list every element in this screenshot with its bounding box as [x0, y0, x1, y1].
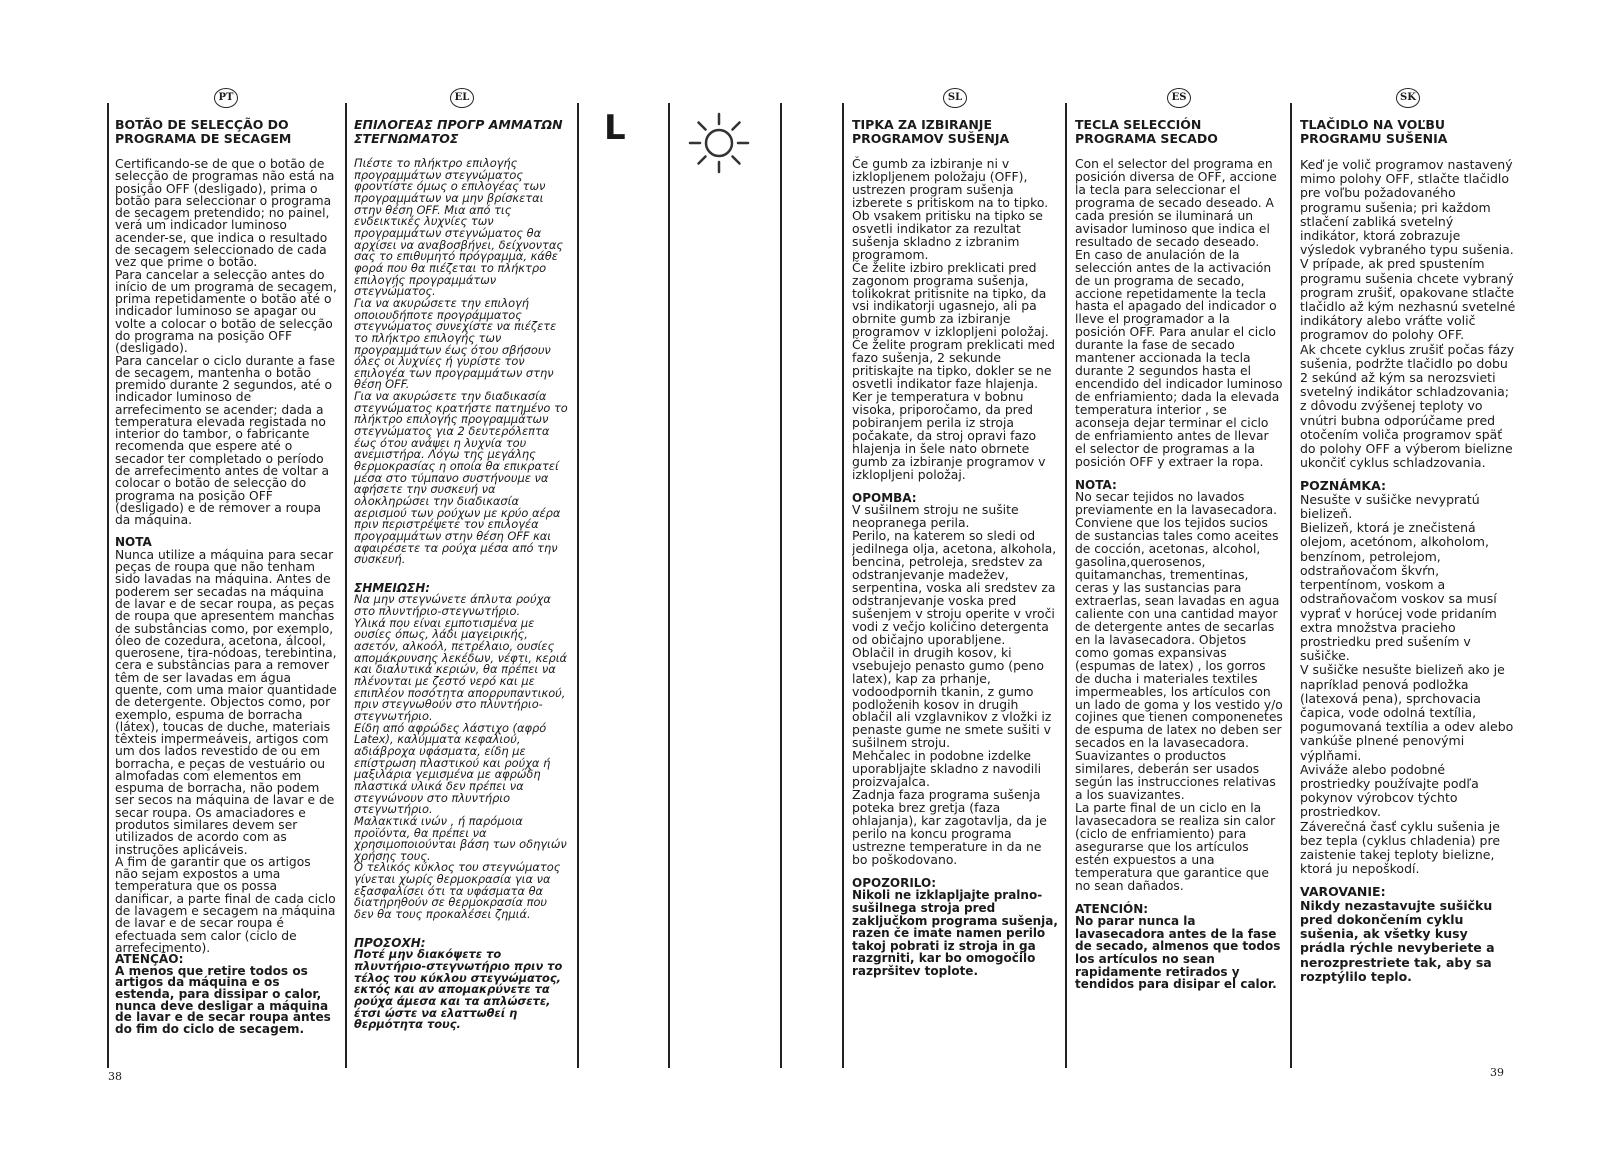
column-divider [1065, 103, 1067, 1068]
column-divider [842, 103, 844, 1068]
section-body: Keď je volič programov nastavený mimo polohy OFF, stlačte tlačidlo pre voľbu požadovaného programu sušenia; pri každom stlačení zabliká svetelný indikátor, ktorá zobrazuje výsledok vybraného typu sušenia. V prípade, ak pred spustením programu sušenia chcete vybraný program zrušiť, opakovane stlačte tlačidlo až kým nezhasnú svetelné indikátory alebo vráťte volič programov do polohy OFF. Ak chcete cyklus zrušiť počas fázy sušenia, podržte tlačidlo po dobu 2 sekúnd až kým sa nerozsvieti svetelný indikátor schladzovania; z dôvodu zvýšenej teploty vo vnútri bubna odporúčame pred otočením voliča programov späť do polohy OFF a výberom bielizne ukončiť cyklus schladzovania. [1300, 157, 1516, 471]
sun-icon [688, 112, 750, 174]
column-divider [577, 103, 579, 1068]
language-badge-el: EL [450, 88, 474, 108]
language-badge-sl: SL [943, 88, 967, 108]
section-body: Πιέστε το πλήκτρο επιλογής προγραμμάτων στεγνώματος φροντίστε όμως ο επιλογέας των προγραμμάτων να μην βρίσκεται στην θέση OFF. Μια από τις ενδεικτικές λυχνίες των προγραμμάτων στεγνώματος θα αρχίσει να αναβοσβήνει, δείχνοντας σας το επιθυμητό πρόγραμμα, κάθε φορά που θα πιέζεται το πλήκτρο επιλογής προγραμμάτων στεγνώματος. Για να ακυρώσετε την επιλογή οποιουδήποτε προγράμματος στεγνώματος συνεχίστε να πιέζετε το πλήκτρο επιλογής των προγραμμάτων έως ότου σβήσουν όλες οι λυχνίες ή γυρίστε τον επιλογέα των προγραμμάτων στην θέση OFF. Για να ακυρώσετε την διαδικασία στεγνώματος κρατήστε πατημένο το πλήκτρο επιλογής προγραμμάτων στεγνώματος για 2 δευτερόλεπτα έως ότου ανάψει η λυχνία του ανεμιστήρα. Λόγω της μεγάλης θερμοκρασίας η οποία θα επικρατεί μέσα στο τύμπανο συστήνουμε να αφήσετε την συσκευή να ολοκληρώσει την διαδικασία αερισμού των ρούχων με κρύο αέρα πριν περιστρέψετε τον επιλογέα προγραμμάτων στην θέση OFF και αφαιρέσετε τα ρούχα μέσα από την συσκευή. [354, 156, 568, 567]
column-el [354, 88, 570, 1063]
column-divider [780, 103, 782, 1068]
language-badge-es: ES [1167, 88, 1191, 108]
column-divider [668, 103, 670, 1068]
section-body: Če gumb za izbiranje ni v izklopljenem položaju (OFF), ustrezen program sušenja izberete s pritiskom na to tipko. Ob vsakem pritisku na tipko se osvetli indikator za rezultat sušenja skladno z izbranim programom. Če želite izbiro preklicati pred zagonom programa sušenja, tolikokrat pritisnite na tipko, da vsi indikatorji ugasnejo, ali pa obrnite gumb za izbiranje programov v izklopljeni položaj. Če želite program preklicati med fazo sušenja, 2 sekunde pritiskajte na tipko, dokler se ne osvetli indikator faze hlajenja. Ker je temperatura v bobnu visoka, priporočamo, da pred pobiranjem perila iz stroja počakate, da stroj opravi fazo hlajenja in šele nato obrnete gumb za izbiranje programov v izklopljeni položaj. [852, 156, 1056, 482]
section-heading: ΕΠΙΛΟΓΕΑΣ ΠΡΟΓΡ ΑΜΜΑΤΩΝ ΣΤΕΓΝΩΜΑΤΟΣ [354, 117, 563, 146]
page-number-right: 39 [1490, 1066, 1504, 1079]
note-title: NOTA [115, 535, 152, 550]
warning-title: ATENÇÃO: [115, 952, 184, 967]
note-title: NOTA: [1075, 477, 1117, 492]
language-badge-pt: PT [214, 88, 238, 108]
warning-title: VAROVANIE: [1300, 884, 1386, 900]
column-pt [115, 88, 337, 1063]
warning-body: A menos que retire todos os artigos da máquina e os estenda, para dissipar o calor, nunca deve desligar a máquina de lavar e de secar roupa antes do fim do ciclo de secagem. [115, 963, 331, 1036]
warning-title: ATENCIÓN: [1075, 901, 1149, 916]
note-body: Να μην στεγνώνετε άπλυτα ρούχα στο πλυντήριο-στεγνωτήριο. Υλικά που είναι εμποτισμένα με ουσίες όπως, λάδι μαγειρικής, ασετόν, αλκοόλ, πετρέλαιο, ουσίες απομάκρυνσης λεκέδων, νέφτι, κεριά και διαλυτικά κεριών, θα πρέπει να πλένονται με ζεστό νερό και με επιπλέον ποσότητα απορρυπαντικού, πριν στεγνωθούν στο πλυντήριο-στεγνωτήριο. Είδη από αφρώδες λάστιχο (αφρό Latex), καλύμματα κεφαλιού, αδιάβροχα υφάσματα, είδη με επίστρωση πλαστικού και ρούχα ή μαξιλάρια γεμισμένα με αφρώδη πλαστικά υλικά δεν πρέπει να στεγνώνουν στο πλυντήριο στεγνωτήριο. Μαλακτικά ινών , ή παρόμοια προϊόντα, θα πρέπει να χρησιμοποιούνται βάση των οδηγιών χρήσης τους. Ο τελικός κύκλος του στεγνώματος γίνεται χωρίς θερμοκρασία για να εξασφαλίσει ότι τα υφάσματα θα διατηρηθούν σε θερμοκρασία που δεν θα τους προκαλέσει ζημιά. [354, 592, 568, 922]
section-heading: BOTÃO DE SELECÇÃO DO PROGRAMA DE SECAGEM [115, 117, 292, 146]
warning-title: ΠΡΟΣΟΧΗ: [354, 935, 426, 950]
note-title: POZNÁMKA: [1300, 478, 1387, 494]
column-divider [107, 103, 109, 1068]
language-badge-sk: SK [1396, 88, 1420, 108]
section-heading: TECLA SELECCIÓN PROGRAMA SECADO [1075, 117, 1218, 146]
section-heading: TIPKA ZA IZBIRANJE PROGRAMOV SUŠENJA [852, 117, 1010, 146]
warning-title: OPOZORILO: [852, 875, 937, 890]
page-number-left: 38 [108, 1070, 122, 1083]
warning-body: Nikdy nezastavujte sušičku pred dokončením cyklu sušenia, ak všetky kusy prádla rýchle nevyberiete a nerozprestriete tak, aby sa rozptýlilo teplo. [1300, 897, 1495, 984]
section-heading: TLAČIDLO NA VOĽBU PROGRAMU SUŠENIA [1300, 117, 1448, 146]
warning-body: Nikoli ne izklapljajte pralno-sušilnega stroja pred zaključkom programa sušenja, razen če imate namen perilo takoj pobrati iz stroja in ga razgrniti, kar bo omogočilo razpršitev toplote. [852, 888, 1058, 978]
warning-body: Ποτέ μην διακόψετε το πλυντήριο-στεγνωτήριο πριν το τέλος του κύκλου στεγνώματος, εκτός και αν απομακρύνετε τα ρούχα άμεσα και τα απλώσετε, έτσι ώστε να ελαττωθεί η θερμότητα τους. [354, 947, 563, 1032]
warning-body: No parar nunca la lavasecadora antes de la fase de secado, almenos que todos los artículos no sean rapidamente retirados y tendidos para disipar el calor. [1075, 914, 1281, 992]
note-body: No secar tejidos no lavados previamente en la lavasecadora. Conviene que los tejidos sucios de sustancias tales como aceites de cocción, acetonas, alcohol, gasolina,querosenos, quitamanchas, trementinas, ceras y las sustancias para extraerlas, sean lavadas en agua caliente con una cantidad mayor de detergente antes de secarlas en la lavasecadora. Objetos como gomas expansivas (espumas de latex) , los gorros de ducha i materiales textiles impermeables, los artículos con un lado de goma y los vestido y/o cojines que tienen componenetes de espuma de latex no deben ser secados en la lavasecadora. Suavizantes o productos similares, deberán ser usados según las instrucciones relativas a los suavizantes. La parte final de un ciclo en la lavasecadora se realiza sin calor (ciclo de enfriamiento) para asegurarse que los artículos estén expuestos a una temperatura que garantice que no sean dañados. [1075, 490, 1283, 893]
column-sl [852, 88, 1058, 1063]
section-body: Con el selector del programa en posición diversa de OFF, accione la tecla para seleccionar el programa de secado deseado. A cada presión se iluminará un avisador luminoso que indica el resultado de secado deseado. En caso de anulación de la selección antes de la activación de un programa de secado, accione repetidamente la tecla hasta el apagado del indicador o lleve el programador a la posición OFF. Para anular el ciclo durante la fase de secado mantener accionada la tecla durante 2 segundos hasta el encendido del indicador luminoso de enfriamiento; dada la elevada temperatura interior , se aconseja dejar terminar el ciclo de enfriamiento antes de llevar el selector de programas a la posición OFF y extraer la ropa. [1075, 157, 1283, 469]
column-divider [345, 103, 347, 1068]
column-divider [1290, 103, 1292, 1068]
note-body: Nunca utilize a máquina para secar peças de roupa que não tenham sido lavadas na máquina. Antes de poderem ser secadas na máquina de lavar e de secar roupa, as peças de roupa que apresentem manchas de substâncias como, por exemplo, óleo de cozedura, acetona, álcool, querosene, tira-nódoas, terebintina, cera e substâncias para a remover têm de ser lavadas em água quente, com uma maior quantidade de detergente. Objectos como, por exemplo, espuma de borracha (látex), toucas de duche, materiais têxteis impermeáveis, artigos com um dos lados revestido de ou em borracha, e peças de vestuário ou almofadas com elementos em espuma de borracha, não podem ser secos na máquina de lavar e de secar roupa. Os amaciadores e produtos similares devem ser utilizados de acordo com as instruções aplicáveis. A fim de garantir que os artigos não sejam expostos a uma temperatura que os possa danificar, a parte final de cada ciclo de lavagem e secagem na máquina de lavar e de secar roupa é efectuada sem calor (ciclo de arrefecimento). [115, 547, 337, 955]
note-body: Nesušte v sušičke nevypratú bielizeň. Bielizeň, ktorá je znečistená olejom, acetónom, alkoholom, benzínom, petrolejom, odstraňovačom škvŕn, terpentínom, voskom a odstraňovačom voskov sa musí vyprať v horúcej vode pridaním extra množstva pracieho prostriedku pred sušením v sušičke. V sušičke nesušte bielizeň ako je napríklad penová podložka (latexová pena), sprchovacia čapica, vode odolná textília, pogumovaná textília a odev alebo vankúše plnené penovými výplňami. Aviváže alebo podobné prostriedky používajte podľa pokynov výrobcov týchto prostriedkov. Záverečná časť cyklu sušenia je bez tepla (cyklus chladenia) pre zaistenie takej teploty bielizne, ktorá ju nepoškodí. [1300, 491, 1514, 877]
section-body: Certificando-se de que o botão de selecção de programas não está na posição OFF (desligado), prima o botão para seleccionar o programa de secagem pretendido; no painel, verá um indicador luminoso acender-se, que indica o resultado de secagem seleccionado de cada vez que prime o botão. Para cancelar a selecção antes do início de um programa de secagem, prima repetidamente o botão até o indicador luminoso se apagar ou volte a colocar o botão de selecção do programa na posição OFF (desligado). Para cancelar o ciclo durante a fase de secagem, mantenha o botão premido durante 2 segundos, até o indicador luminoso de arrefecimento se acender; dada a temperatura elevada registada no interior do tambor, o fabricante recomenda que espere até o secador ter completado o período de arrefecimento antes de voltar a colocar o botão de selecção do programa na posição OFF (desligado) e de remover a roupa da máquina. [115, 157, 337, 528]
note-title: ΣΗΜΕΙΩΣΗ: [354, 580, 431, 595]
section-letter: L [604, 108, 626, 148]
column-es [1075, 88, 1283, 1063]
note-title: OPOMBA: [852, 490, 917, 505]
note-body: V sušilnem stroju ne sušite neopranega perila. Perilo, na katerem so sledi od jedilnega olja, acetona, alkohola, bencina, petroleja, sredstev za odstranjevanje madežev, serpentina, voska ali sredstev za odstranjevanje voska pred sušenjem v stroju operite v vroči vodi z večjo količino detergenta od običajno uporabljene. Oblačil in drugih kosov, ki vsebujejo penasto gumo (peno latex), kap za prhanje, vodoodpornih tkanin, z gumo podloženih kosov in drugih oblačil ali vzglavnikov z vložki iz penaste gume ne smete sušiti v sušilnem stroju. Mehčalec in podobne izdelke uporabljajte skladno z navodili proizvajalca. Zadnja faza programa sušenja poteka brez gretja (faza ohlajanja), kar zagotavlja, da je perilo na koncu programa ustrezne temperature in da ne bo poškodovano. [852, 502, 1057, 867]
column-sk [1300, 88, 1516, 1063]
